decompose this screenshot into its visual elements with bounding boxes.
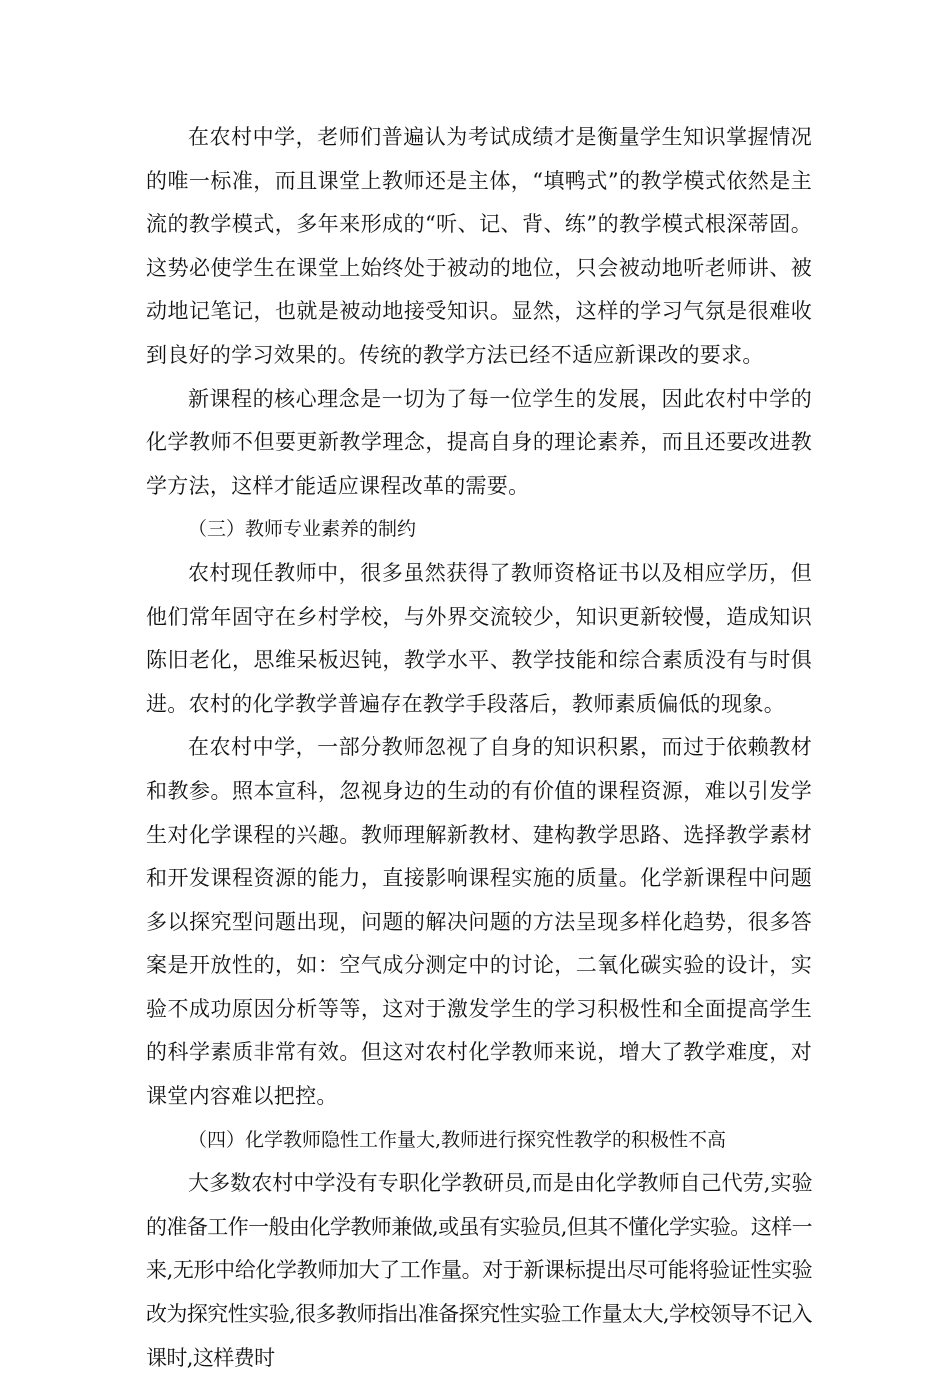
- paragraph-rural-teachers: 农村现任教师中，很多虽然获得了教师资格证书以及相应学历，但他们常年固守在乡村学校，与外界交流较少，知识更新较慢，造成知识陈旧老化，思维呆板迟钝，教学水平、教学技能和综合素质没有与时俱进。农村的化学教学普遍存在教学手段落后，教师素质偏低的现象。: [146, 560, 812, 716]
- paragraph-new-curriculum-concept: 新课程的核心理念是一切为了每一位学生的发展，因此农村中学的化学教师不但要更新教学理念，提高自身的理论素养，而且还要改进教学方法，这样才能适应课程改革的需要。: [146, 386, 812, 498]
- section-heading-4: （四）化学教师隐性工作量大,教师进行探究性教学的积极性不高: [188, 1128, 727, 1151]
- paragraph-hidden-workload: 大多数农村中学没有专职化学教研员,而是由化学教师自己代劳,实验的准备工作一般由化学教师兼做,或虽有实验员,但其不懂化学实验。这样一来,无形中给化学教师加大了工作量。对于新课标提出尽可能将验证性实验改为探究性实验,很多教师指出准备探究性实验工作量太大,学校领导不记入课时,这样费时: [146, 1171, 812, 1370]
- section-heading-3: （三）教师专业素养的制约: [188, 518, 417, 541]
- document-page: [146, 116, 812, 1380]
- paragraph-exam-centered-teaching: 在农村中学，老师们普遍认为考试成绩才是衡量学生知识掌握情况的唯一标准，而且课堂上教师还是主体，“填鸭式”的教学模式依然是主流的教学模式，多年来形成的“听、记、背、练”的教学模式根深蒂固。这势必使学生在课堂上始终处于被动的地位，只会被动地听老师讲、被动地记笔记，也就是被动地接受知识。显然，这样的学习气氛是很难收到良好的学习效果的。传统的教学方法已经不适应新课改的要求。: [146, 125, 812, 367]
- paragraph-knowledge-accumulation: 在农村中学，一部分教师忽视了自身的知识积累，而过于依赖教材和教参。照本宣科，忽视身边的生动的有价值的课程资源，难以引发学生对化学课程的兴趣。教师理解新教材、建构教学思路、选择教学素材和开发课程资源的能力，直接影响课程实施的质量。化学新课程中问题多以探究型问题出现，问题的解决问题的方法呈现多样化趋势，很多答案是开放性的，如：空气成分测定中的讨论，二氧化碳实验的设计，实验不成功原因分析等等，这对于激发学生的学习积极性和全面提高学生的科学素质非常有效。但这对农村化学教师来说，增大了教学难度，对课堂内容难以把控。: [146, 735, 812, 1109]
